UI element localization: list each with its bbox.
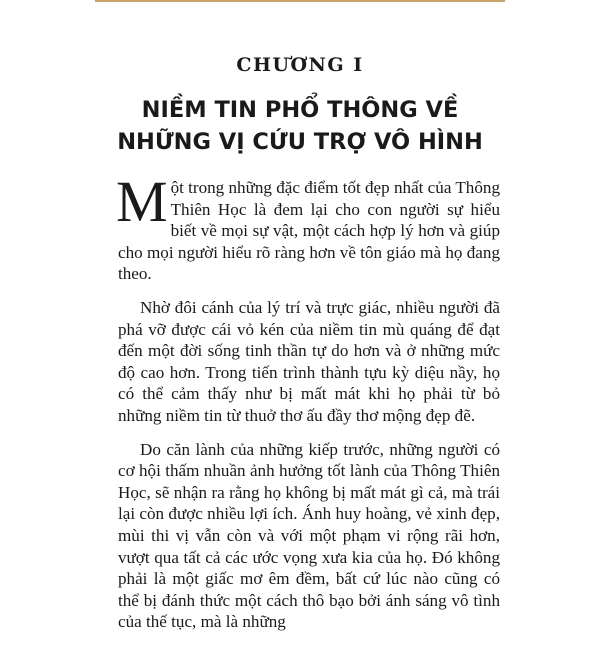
paragraph-3: Do căn lành của những kiếp trước, những người có cơ hội thấm nhuần ảnh hưởng tốt lành của Thông Thiên Học, sẽ nhận ra rằng họ không bị mất mát gì cả, mà trái lại còn được nhiều lợi ích. Ánh huy hoàng, vẻ xinh đẹp, mùi thi vị vẫn còn và với một phạm vi rộng rãi hơn, vượt qua tất cả các ước vọng xưa kia của họ. Đó không phải là một giấc mơ êm đềm, bất cứ lúc nào cũng có thể bị đánh thức một cách thô bạo bởi ánh sáng vô tình của thế tục, mà là những bbox=[118, 439, 500, 632]
body-text bbox=[116, 169, 500, 645]
drop-cap: M bbox=[116, 169, 168, 234]
paragraph-1 bbox=[116, 169, 500, 285]
chapter-title-line-1: NIỀM TIN PHỔ THÔNG VỀ bbox=[141, 97, 459, 123]
paragraph-2: Nhờ đôi cánh của lý trí và trực giác, nhiều người đã phá vỡ được cái vỏ kén của niềm tin mù quáng để đạt đến một đời sống tinh thần tự do hơn và ở những mức độ cao hơn. Trong tiến trình thành tựu kỳ diệu nầy, họ có thể cảm thấy như bị mất mát khi họ phải từ bỏ những niềm tin từ thuở thơ ấu đầy thơ mộng đẹp đẽ. bbox=[118, 297, 500, 425]
chapter-title-line-2: NHỮNG VỊ CỨU TRỢ VÔ HÌNH bbox=[117, 129, 483, 155]
chapter-title bbox=[0, 94, 600, 158]
paragraph-1-text: ột trong những đặc điểm tốt đẹp nhất của Thông Thiên Học là đem lại cho con người sự hiểu biết về mọi sự vật, một cách hợp lý hơn và giúp cho mọi người hiểu rõ ràng hơn về tôn giáo mà họ đang theo. bbox=[118, 178, 500, 284]
page-top-edge bbox=[95, 0, 505, 2]
chapter-heading: CHƯƠNG I bbox=[236, 54, 364, 76]
